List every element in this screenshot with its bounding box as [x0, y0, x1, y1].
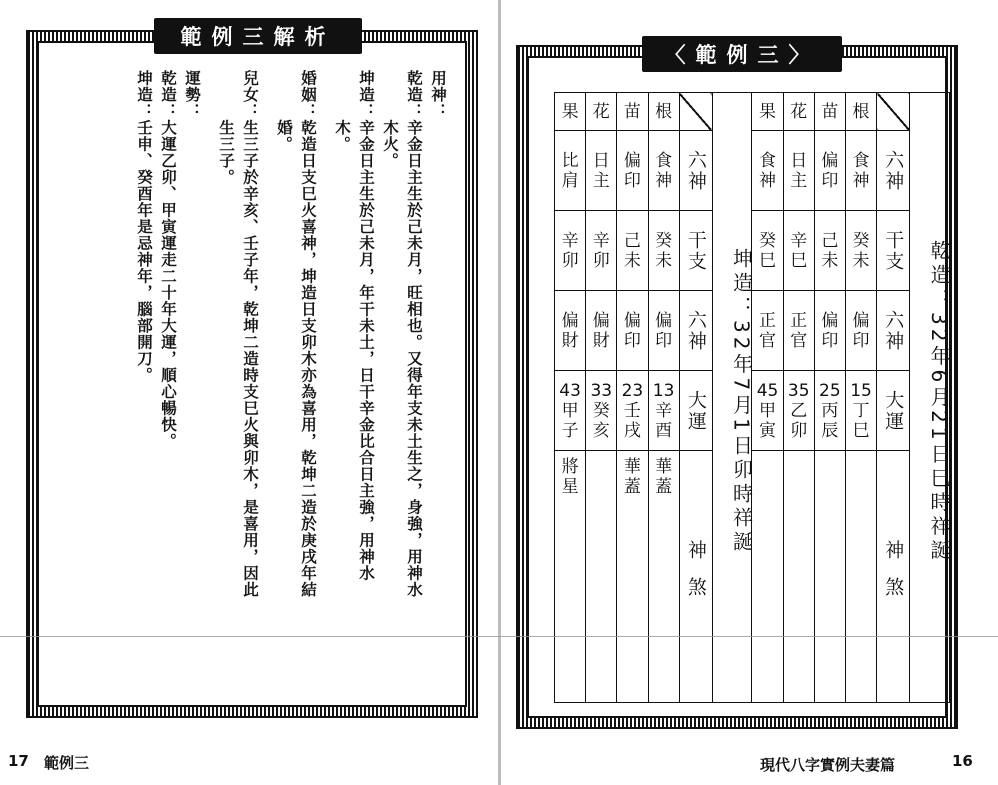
kun-shensha-cell: 華 蓋: [648, 451, 679, 703]
kun-shensha-cell: 華 蓋: [617, 451, 648, 703]
kun-shen2-cell: 偏 印: [648, 291, 679, 371]
dayun-ganzhi: 癸亥: [592, 400, 610, 441]
text-line: 木火。: [381, 70, 399, 169]
qian-row-label: 六神: [877, 131, 910, 211]
left-page-footer-label: 範例三: [44, 754, 90, 772]
right-page-footer-label: 現代八字實例夫妻篇: [760, 756, 896, 774]
kun-row-label: 六神: [679, 131, 712, 211]
qian-row-label: 神煞: [877, 451, 910, 703]
qian-shen2-cell: 偏 印: [845, 291, 876, 371]
qian-shensha-cell: [783, 451, 814, 703]
text-line: 兒女：生三子於辛亥、壬子年，乾坤二造時支巳火與卯木，是喜用，因此: [241, 70, 259, 598]
qian-dayun-cell: [845, 371, 876, 451]
kun-shen2-cell: 偏 財: [586, 291, 617, 371]
kun-ganzhi-cell: 己 未: [617, 211, 648, 291]
kun-col-header: 花: [586, 93, 617, 131]
qian-shen-cell: 食 神: [752, 131, 783, 211]
dayun-ganzhi: 丙辰: [821, 400, 839, 441]
kun-shen2-cell: 偏 印: [617, 291, 648, 371]
qian-shen-cell: 偏 印: [814, 131, 845, 211]
dayun-ganzhi: 甲寅: [759, 400, 777, 441]
kun-shen-cell: 日 主: [586, 131, 617, 211]
qian-row-label: 干支: [877, 211, 910, 291]
kun-col-header: 根: [648, 93, 679, 131]
qian-shen2-cell: 正 官: [752, 291, 783, 371]
qian-ganzhi-cell: 癸 巳: [752, 211, 783, 291]
kun-corner-cell: [679, 93, 712, 131]
qian-birth-info: 乾造：32年6月21日巳時祥誕: [910, 93, 950, 703]
text-line: 婚。: [275, 70, 293, 153]
kun-row-label: 干支: [679, 211, 712, 291]
qian-row-label: 六神: [877, 291, 910, 371]
qian-dayun-cell: [783, 371, 814, 451]
dayun-age: 15: [850, 380, 872, 401]
kun-row-label: 神煞: [679, 451, 712, 703]
text-line: 婚姻：乾造日支巳火喜神，坤造日支卯木亦為喜用，乾坤二造於庚戌年結: [299, 70, 317, 598]
kun-col-header: 果: [555, 93, 586, 131]
kun-shen2-cell: 偏 財: [555, 291, 586, 371]
kun-ganzhi-cell: 癸 未: [648, 211, 679, 291]
dayun-ganzhi: 丁巳: [852, 400, 870, 441]
qian-shen-cell: 日 主: [783, 131, 814, 211]
kun-dayun-cell: [648, 371, 679, 451]
left-page-number: 17: [8, 752, 29, 770]
dayun-age: 33: [590, 380, 613, 401]
text-line: 乾造：大運乙卯、甲寅運走二十年大運，順心暢快。: [159, 70, 177, 450]
qian-shen2-cell: 偏 印: [814, 291, 845, 371]
kun-dayun-cell: [586, 371, 617, 451]
book-spine: [498, 0, 501, 785]
analysis-text: [50, 70, 450, 700]
qian-shen2-cell: 正 官: [783, 291, 814, 371]
qian-col-header: 花: [783, 93, 814, 131]
kun-col-header: 苗: [617, 93, 648, 131]
right-page-number: 16: [952, 752, 973, 770]
qian-col-header: 果: [752, 93, 783, 131]
qian-shensha-cell: [845, 451, 876, 703]
text-line: 木。: [333, 70, 351, 153]
qian-shensha-cell: [814, 451, 845, 703]
kun-shen-cell: 比 肩: [555, 131, 586, 211]
kun-dayun-cell: [555, 371, 586, 451]
kun-shen-cell: 食 神: [648, 131, 679, 211]
dayun-ganzhi: 乙卯: [790, 400, 808, 441]
right-page: [502, 0, 998, 785]
qian-ganzhi-cell: 辛 巳: [783, 211, 814, 291]
left-page-banner: 範例三解析: [154, 18, 362, 54]
qian-col-header: 根: [845, 93, 876, 131]
qian-corner-cell: [877, 93, 910, 131]
dayun-age: 35: [787, 380, 810, 401]
qian-ganzhi-cell: 己 未: [814, 211, 845, 291]
bazi-chart-table: [554, 92, 950, 703]
left-page: [0, 0, 497, 785]
text-line: 坤造：辛金日主生於己未月，年干未土，日干辛金比合日主強，用神水: [357, 70, 375, 582]
dayun-age: 45: [756, 380, 779, 401]
qian-col-header: 苗: [814, 93, 845, 131]
text-line: 用神：: [429, 70, 447, 120]
dayun-age: 43: [559, 380, 581, 401]
dayun-age: 25: [819, 380, 841, 401]
dayun-age: 13: [652, 380, 675, 401]
kun-row-label: 六神: [679, 291, 712, 371]
dayun-ganzhi: 甲子: [561, 400, 579, 441]
kun-birth-info: 坤造：32年7月1日卯時祥誕: [712, 93, 752, 703]
kun-ganzhi-cell: 辛 卯: [555, 211, 586, 291]
right-page-banner: 〈範例三〉: [642, 36, 842, 72]
qian-dayun-cell: [814, 371, 845, 451]
kun-shensha-cell: 將 星: [555, 451, 586, 703]
qian-dayun-cell: [752, 371, 783, 451]
text-line: 乾造：辛金日主生於己未月，旺相也。又得年支未土生之，身強，用神水: [405, 70, 423, 598]
qian-shensha-cell: [752, 451, 783, 703]
dayun-age: 23: [621, 380, 644, 401]
text-line: 生三子。: [217, 70, 235, 186]
text-line: 運勢：: [183, 70, 201, 120]
dayun-ganzhi: 壬戌: [623, 400, 641, 441]
qian-shen-cell: 食 神: [845, 131, 876, 211]
text-line: 坤造：壬申、癸酉年是忌神年，腦部開刀。: [135, 70, 153, 384]
scan-artifact-line: [0, 636, 998, 637]
kun-dayun-cell: [617, 371, 648, 451]
qian-ganzhi-cell: 癸 未: [845, 211, 876, 291]
dayun-ganzhi: 辛酉: [655, 400, 673, 441]
qian-row-label: 大運: [877, 371, 910, 451]
kun-shen-cell: 偏 印: [617, 131, 648, 211]
kun-shensha-cell: [586, 451, 617, 703]
kun-ganzhi-cell: 辛 卯: [586, 211, 617, 291]
kun-row-label: 大運: [679, 371, 712, 451]
